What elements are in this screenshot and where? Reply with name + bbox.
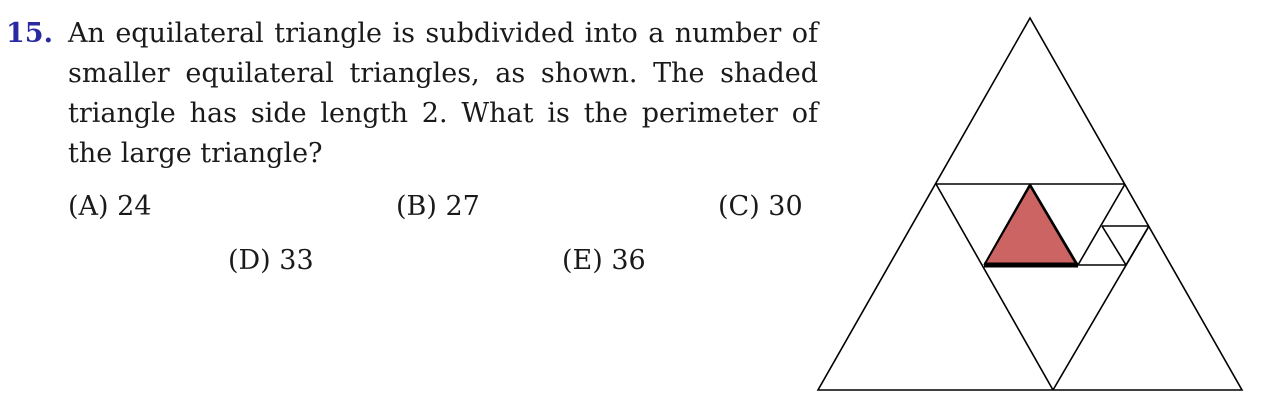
choice-e: (E) 36 [562, 245, 646, 276]
triangle-figure [800, 0, 1283, 408]
choice-a: (A) 24 [68, 191, 152, 222]
choice-b: (B) 27 [396, 191, 480, 222]
problem-number: 15. [6, 18, 53, 49]
problem-text: An equilateral triangle is subdivided into a number of smaller equilateral triangles, as shown. The shaded triangle has side length 2. What is the perimeter of the large triangle? [68, 18, 818, 169]
small-vertical-slant-line [1102, 226, 1126, 265]
choice-c: (C) 30 [718, 191, 803, 222]
choice-d: (D) 33 [228, 245, 314, 276]
small-inner-slant-line [1126, 226, 1149, 265]
shaded-triangle [985, 186, 1076, 264]
